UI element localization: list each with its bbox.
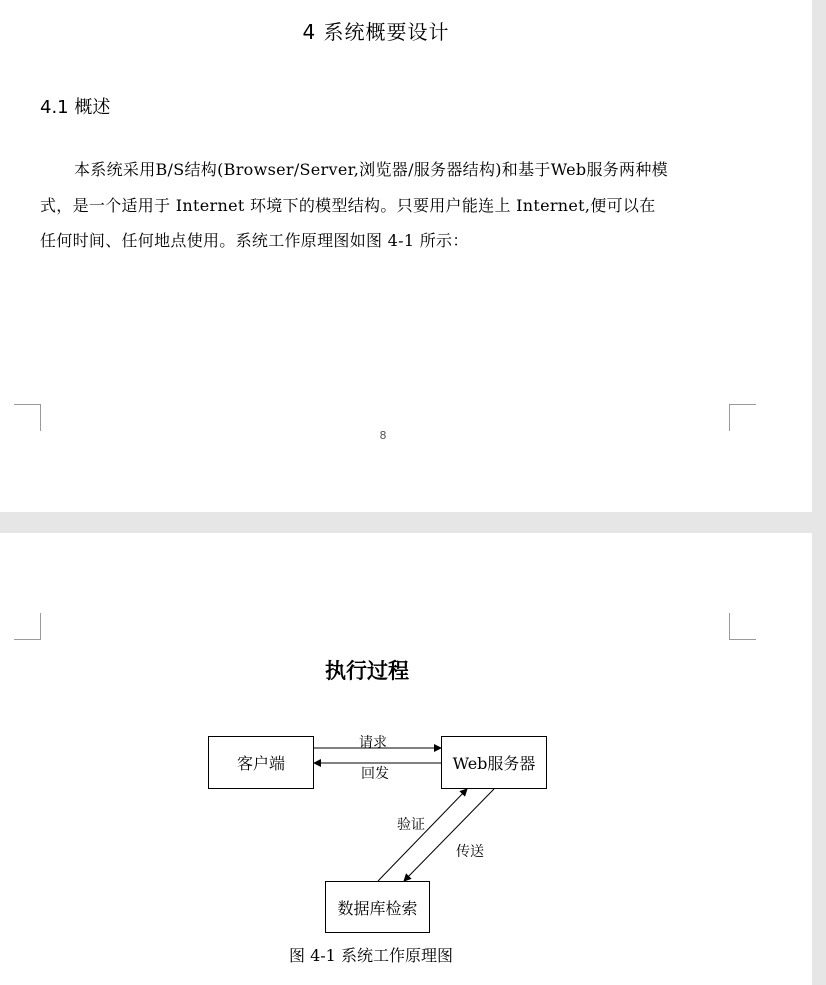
page-number: 8 — [379, 429, 387, 442]
edge-label-verify: 验证 — [397, 817, 425, 833]
edge-label-request: 请求 — [359, 735, 387, 751]
margin-corner-bottom-right — [729, 404, 756, 431]
arrow-transmit — [404, 789, 494, 881]
arrow-verify — [378, 789, 467, 881]
margin-corner-bottom-left — [14, 404, 41, 431]
node-web-server: Web服务器 — [441, 736, 547, 789]
document-page-2 — [0, 533, 812, 985]
node-database: 数据库检索 — [325, 881, 430, 933]
node-client: 客户端 — [208, 736, 314, 789]
section-title: 4.1 概述 — [40, 97, 111, 118]
figure-caption: 图 4-1 系统工作原理图 — [289, 946, 453, 965]
paragraph-line-1: 本系统采用B/S结构(Browser/Server,浏览器/服务器结构)和基于Web服务两种模 — [74, 160, 668, 179]
diagram-title: 执行过程 — [325, 659, 409, 683]
paragraph-line-3: 任何时间、任何地点使用。系统工作原理图如图 4-1 所示： — [40, 231, 469, 250]
paragraph-line-2: 式，是一个适用于 Internet 环境下的模型结构。只要用户能连上 Internet,便可以在 — [40, 196, 656, 215]
edge-label-response: 回发 — [361, 766, 389, 782]
edge-label-transmit: 传送 — [456, 844, 484, 860]
chapter-title: 4 系统概要设计 — [302, 20, 450, 44]
